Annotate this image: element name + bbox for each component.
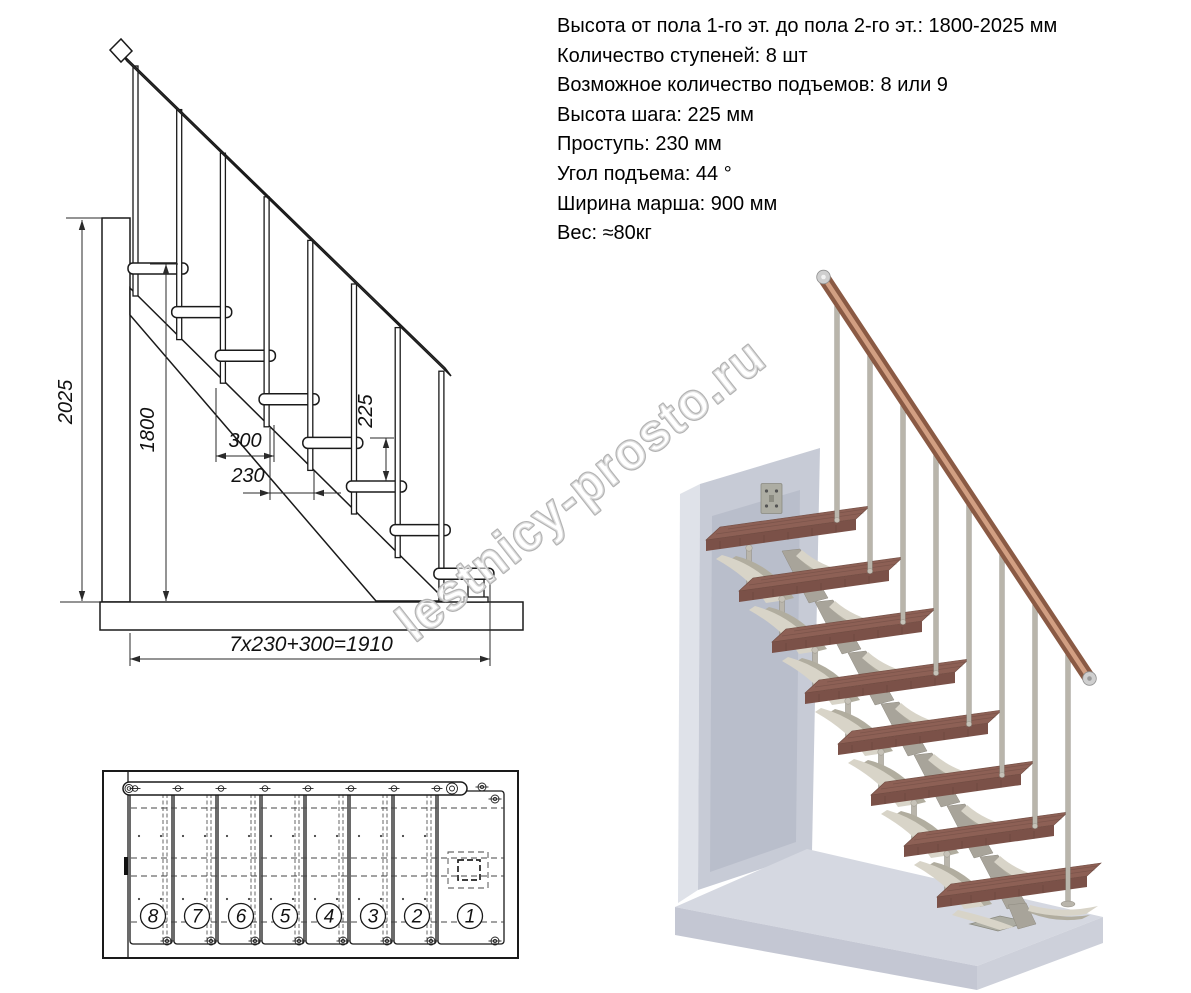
dim-riser: 225 [355, 394, 377, 428]
dim-total-height: 2025 [55, 379, 77, 425]
plan-step-number: 1 [464, 906, 476, 928]
plan-step-number: 4 [323, 906, 335, 928]
dim-floor-height: 1800 [137, 407, 159, 453]
watermark: lestnicy-prosto.ru [386, 312, 795, 653]
spec-line: Возможное количество подъемов: 8 или 9 [557, 74, 948, 97]
plan-step-number: 2 [411, 906, 423, 928]
dim-tread-full: 300 [228, 430, 262, 452]
spec-line: Угол подъема: 44 ° [557, 162, 732, 185]
render-wall-plate [761, 484, 782, 514]
spec-line: Проступь: 230 мм [557, 133, 722, 156]
plan-step-number: 8 [147, 906, 159, 928]
dim-total-run: 7x230+300=1910 [229, 633, 393, 656]
plan-step-number: 7 [191, 906, 203, 928]
dim-tread-run: 230 [231, 465, 265, 487]
plan-step-number: 6 [235, 906, 247, 928]
spec-line: Количество ступеней: 8 шт [557, 44, 808, 67]
plan-step-number: 5 [279, 906, 291, 928]
spec-line: Высота от пола 1-го эт. до пола 2-го эт.: 1800-2025 мм [557, 15, 1058, 37]
spec-line: Ширина марша: 900 мм [557, 192, 778, 215]
spec-line: Высота шага: 225 мм [557, 103, 754, 126]
spec-line: Вес: ≈80кг [557, 222, 652, 245]
plan-step-number: 3 [367, 906, 379, 928]
